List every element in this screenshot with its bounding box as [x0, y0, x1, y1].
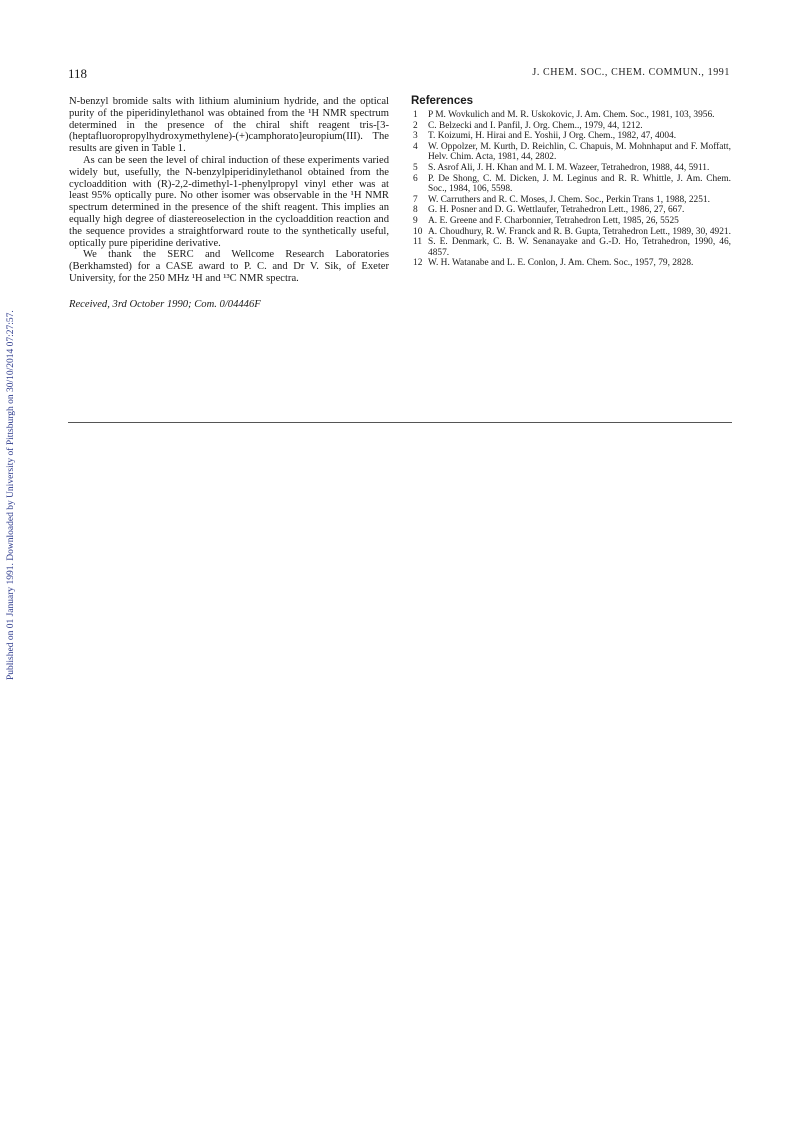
- body-paragraph: N-benzyl bromide salts with lithium aluminium hydride, and the optical purity of the piperidinylethanol was obtained from the ¹H NMR spectrum determined in the presence of the chiral shift reagent tris-[3-(heptafluoropropylhydroxymethylene)-(+)camphorato]europium(III). The results are given in Table 1.: [69, 96, 389, 155]
- reference-item: [411, 258, 731, 269]
- reference-number: 6: [413, 173, 418, 184]
- received-line: Received, 3rd October 1990; Com. 0/04446F: [69, 298, 261, 310]
- reference-text: W. H. Watanabe and L. E. Conlon, J. Am. Chem. Soc., 1957, 79, 2828.: [428, 258, 694, 269]
- reference-item: [411, 121, 731, 132]
- body-text-column: [69, 96, 389, 311]
- download-notice: [6, 260, 22, 680]
- reference-text: W. Oppolzer, M. Kurth, D. Reichlin, C. Chapuis, M. Mohnhaput and F. Moffatt, Helv. Chim. Acta, 1981, 44, 2802.: [428, 141, 731, 163]
- reference-number: 11: [413, 237, 423, 248]
- reference-number: 4: [413, 141, 418, 152]
- reference-text: T. Koizumi, H. Hirai and E. Yoshii, J Org. Chem., 1982, 47, 4004.: [428, 131, 677, 142]
- reference-item: [411, 227, 731, 238]
- reference-item: [411, 237, 731, 258]
- reference-text: P. De Shong, C. M. Dicken, J. M. Leginus and R. R. Whittle, J. Am. Chem. Soc., 1984, 106, 5598.: [428, 173, 731, 195]
- reference-text: S. Asrof Ali, J. H. Khan and M. I. M. Wazeer, Tetrahedron, 1988, 44, 5911.: [428, 162, 710, 173]
- reference-number: 7: [413, 194, 418, 205]
- reference-number: 12: [413, 258, 423, 269]
- reference-item: [411, 216, 731, 227]
- reference-number: 10: [413, 226, 423, 237]
- reference-text: G. H. Posner and D. G. Wettlaufer, Tetrahedron Lett., 1986, 27, 667.: [428, 205, 685, 216]
- reference-text: P M. Wovkulich and M. R. Uskokovic, J. Am. Chem. Soc., 1981, 103, 3956.: [428, 110, 715, 120]
- references-column: [411, 95, 731, 269]
- reference-number: 8: [413, 205, 418, 216]
- reference-number: 9: [413, 215, 418, 226]
- reference-text: S. E. Denmark, C. B. W. Senanayake and G.-D. Ho, Tetrahedron, 1990, 46, 4857.: [428, 237, 731, 258]
- reference-item: [411, 131, 731, 142]
- download-notice-text: Published on 01 January 1991. Downloaded by University of Pittsburgh on 30/10/2014 07:27:57.: [6, 310, 16, 680]
- page-number: 118: [68, 66, 88, 81]
- reference-text: W. Carruthers and R. C. Moses, J. Chem. Soc., Perkin Trans 1, 1988, 2251.: [428, 194, 710, 205]
- reference-text: A. Choudhury, R. W. Franck and R. B. Gupta, Tetrahedron Lett., 1989, 30, 4921.: [428, 226, 731, 237]
- reference-item: [411, 163, 731, 174]
- reference-item: [411, 110, 731, 121]
- reference-number: 2: [413, 120, 418, 131]
- journal-running-head: J. CHEM. SOC., CHEM. COMMUN., 1991: [532, 67, 730, 78]
- reference-item: [411, 195, 731, 206]
- page-divider-rule: [68, 422, 732, 423]
- acknowledgement-paragraph: We thank the SERC and Wellcome Research Laboratories (Berkhamsted) for a CASE award to P. C. and Dr V. Sik, of Exeter University, for the 250 MHz ¹H and ¹³C NMR spectra.: [69, 249, 389, 284]
- body-paragraph: As can be seen the level of chiral induction of these experiments varied widely but, usefully, the N-benzylpiperidinylethanol obtained from the cycloaddition with (R)-2,2-dimethyl-1-phenylpropyl vinyl ether was at least 95% optically pure. No other isomer was observable in the ¹H NMR spectrum determined in the presence of the shift reagent. This implies an equally high degree of diastereoselection in the cycloaddition reaction and the sequence provides a straightforward route to the synthetically useful, optically pure piperidine derivative.: [69, 154, 389, 249]
- reference-number: 3: [413, 131, 418, 142]
- reference-item: [411, 174, 731, 195]
- reference-item: [411, 142, 731, 163]
- reference-number: 1: [413, 110, 418, 120]
- reference-text: A. E. Greene and F. Charbonnier, Tetrahedron Lett, 1985, 26, 5525: [428, 215, 679, 226]
- reference-list: [411, 110, 731, 269]
- references-heading: References: [411, 95, 474, 107]
- reference-item: [411, 205, 731, 216]
- reference-text: C. Belzecki and I. Panfil, J. Org. Chem.., 1979, 44, 1212.: [428, 120, 643, 131]
- reference-number: 5: [413, 162, 418, 173]
